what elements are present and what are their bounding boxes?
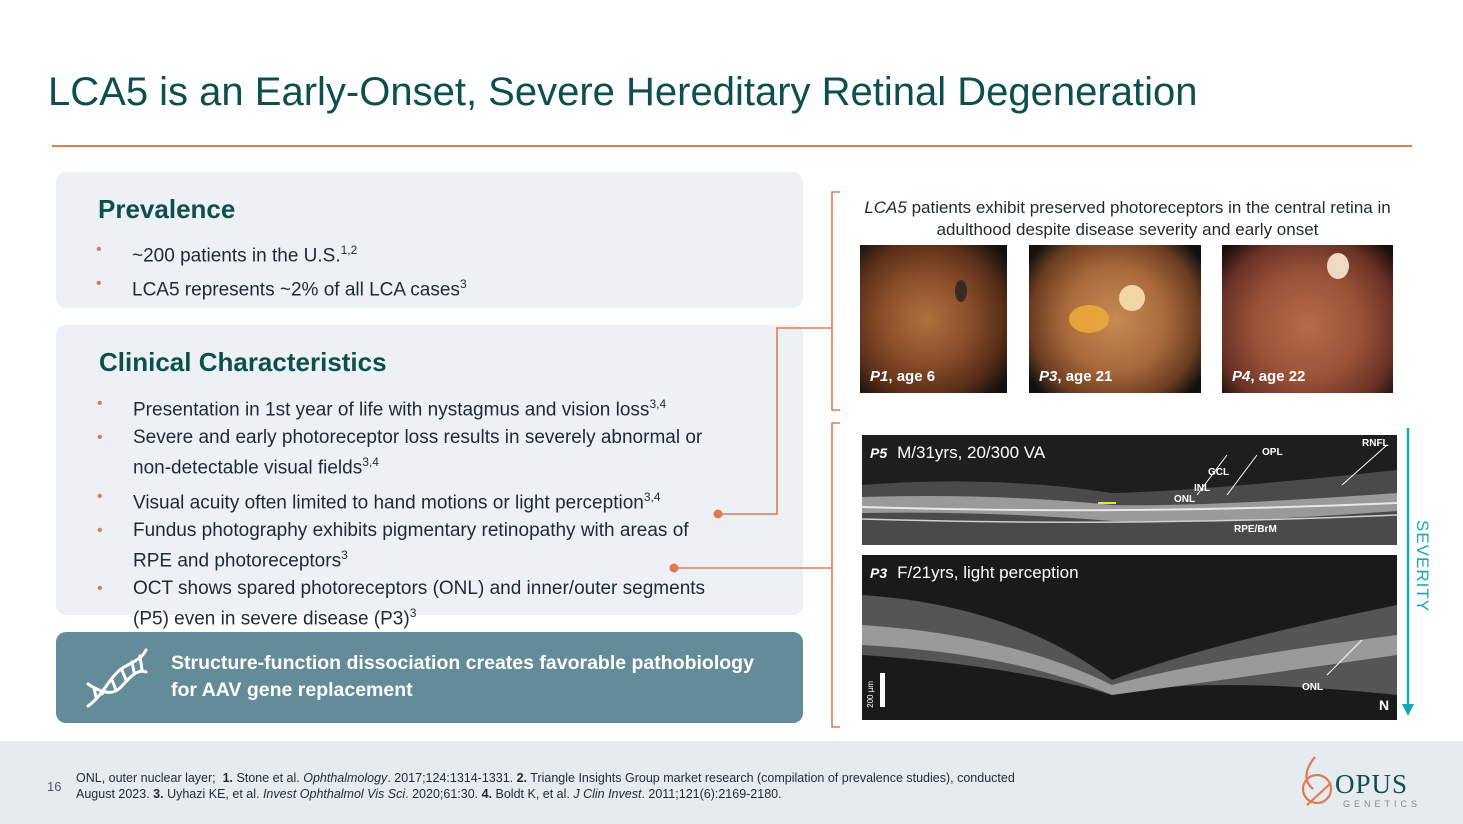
layer-label: INL — [1194, 483, 1211, 494]
fundus-label: P4, age 22 — [1232, 368, 1306, 385]
fundus-photo-p1 — [860, 245, 1007, 393]
opus-genetics-logo — [1297, 753, 1427, 813]
list-item: • Visual acuity often limited to hand motions or light perception$^{3,4}$ — [97, 485, 717, 515]
clinical-heading: Clinical Characteristics — [99, 347, 387, 377]
prevalence-heading: Prevalence — [98, 194, 236, 224]
logo-name: OPUS — [1335, 769, 1409, 799]
layer-label: N — [1379, 697, 1390, 713]
layer-label: ONL — [1174, 494, 1196, 505]
oct-label: P3 F/21yrs, light perception — [870, 563, 1079, 582]
list-item: • Severe and early photoreceptor loss results in severely abnormal or non-detectable visual fields$^{3,4}$ — [97, 426, 717, 480]
page-number: 16 — [47, 779, 62, 794]
footer — [0, 741, 1463, 824]
banner-text: Structure-function dissociation creates favorable pathobiology for AAV gene replacement — [171, 652, 754, 701]
layer-label: RNFL — [1362, 438, 1389, 449]
oct-scan-p5 — [862, 435, 1397, 545]
logo-subtitle: GENETICS — [1343, 799, 1422, 809]
fundus-label: P1, age 6 — [870, 368, 936, 385]
list-item: • Fundus photography exhibits pigmentary retinopathy with areas of RPE and photoreceptors$^3$ — [97, 519, 717, 573]
fundus-photo-p3 — [1029, 245, 1201, 393]
layer-label: GCL — [1208, 467, 1230, 478]
slide-title: LCA5 is an Early-Onset, Severe Hereditary Retinal Degeneration — [48, 70, 1198, 114]
references: ONL, outer nuclear layer; 1. Stone et al. Ophthalmology. 2017;124:1314-1331. 2. Triangle Insights Group market research (compilation of prevalence studies), conducted August 2023. 3. Uyhazi KE, et al. Invest Ophthalmol Vis Sci. 2020;61:30. 4. Boldt K, et al. J Clin Invest. 2011;121(6):2169-2180. — [76, 771, 1015, 801]
figure-caption: LCA5 patients exhibit preserved photoreceptors in the central retina in adulthood despite disease severity and early onset — [864, 198, 1391, 239]
severity-label: SEVERITY — [1413, 520, 1432, 613]
layer-label: OPL — [1262, 447, 1283, 458]
list-item: • ~200 patients in the U.S.$^{1,2}$ — [96, 238, 776, 268]
layer-label: ONL — [1302, 682, 1324, 693]
fundus-photo-p4 — [1222, 245, 1393, 393]
list-item: • LCA5 represents ~2% of all LCA cases$^3$ — [96, 272, 776, 302]
list-item: • OCT shows spared photoreceptors (ONL) and inner/outer segments (P5) even in severe disease $(P3)^3$ — [97, 577, 717, 631]
layer-label: RPE/BrM — [1234, 524, 1277, 535]
oct-label: P5 M/31yrs, 20/300 VA — [870, 443, 1046, 462]
list-item: • Presentation in 1st year of life with nystagmus and vision loss$^{3,4}$ — [97, 392, 717, 422]
oct-scan-p3 — [862, 555, 1397, 720]
fundus-label: P3, age 21 — [1039, 368, 1113, 385]
scale-bar-label: 200 µm — [866, 681, 875, 708]
